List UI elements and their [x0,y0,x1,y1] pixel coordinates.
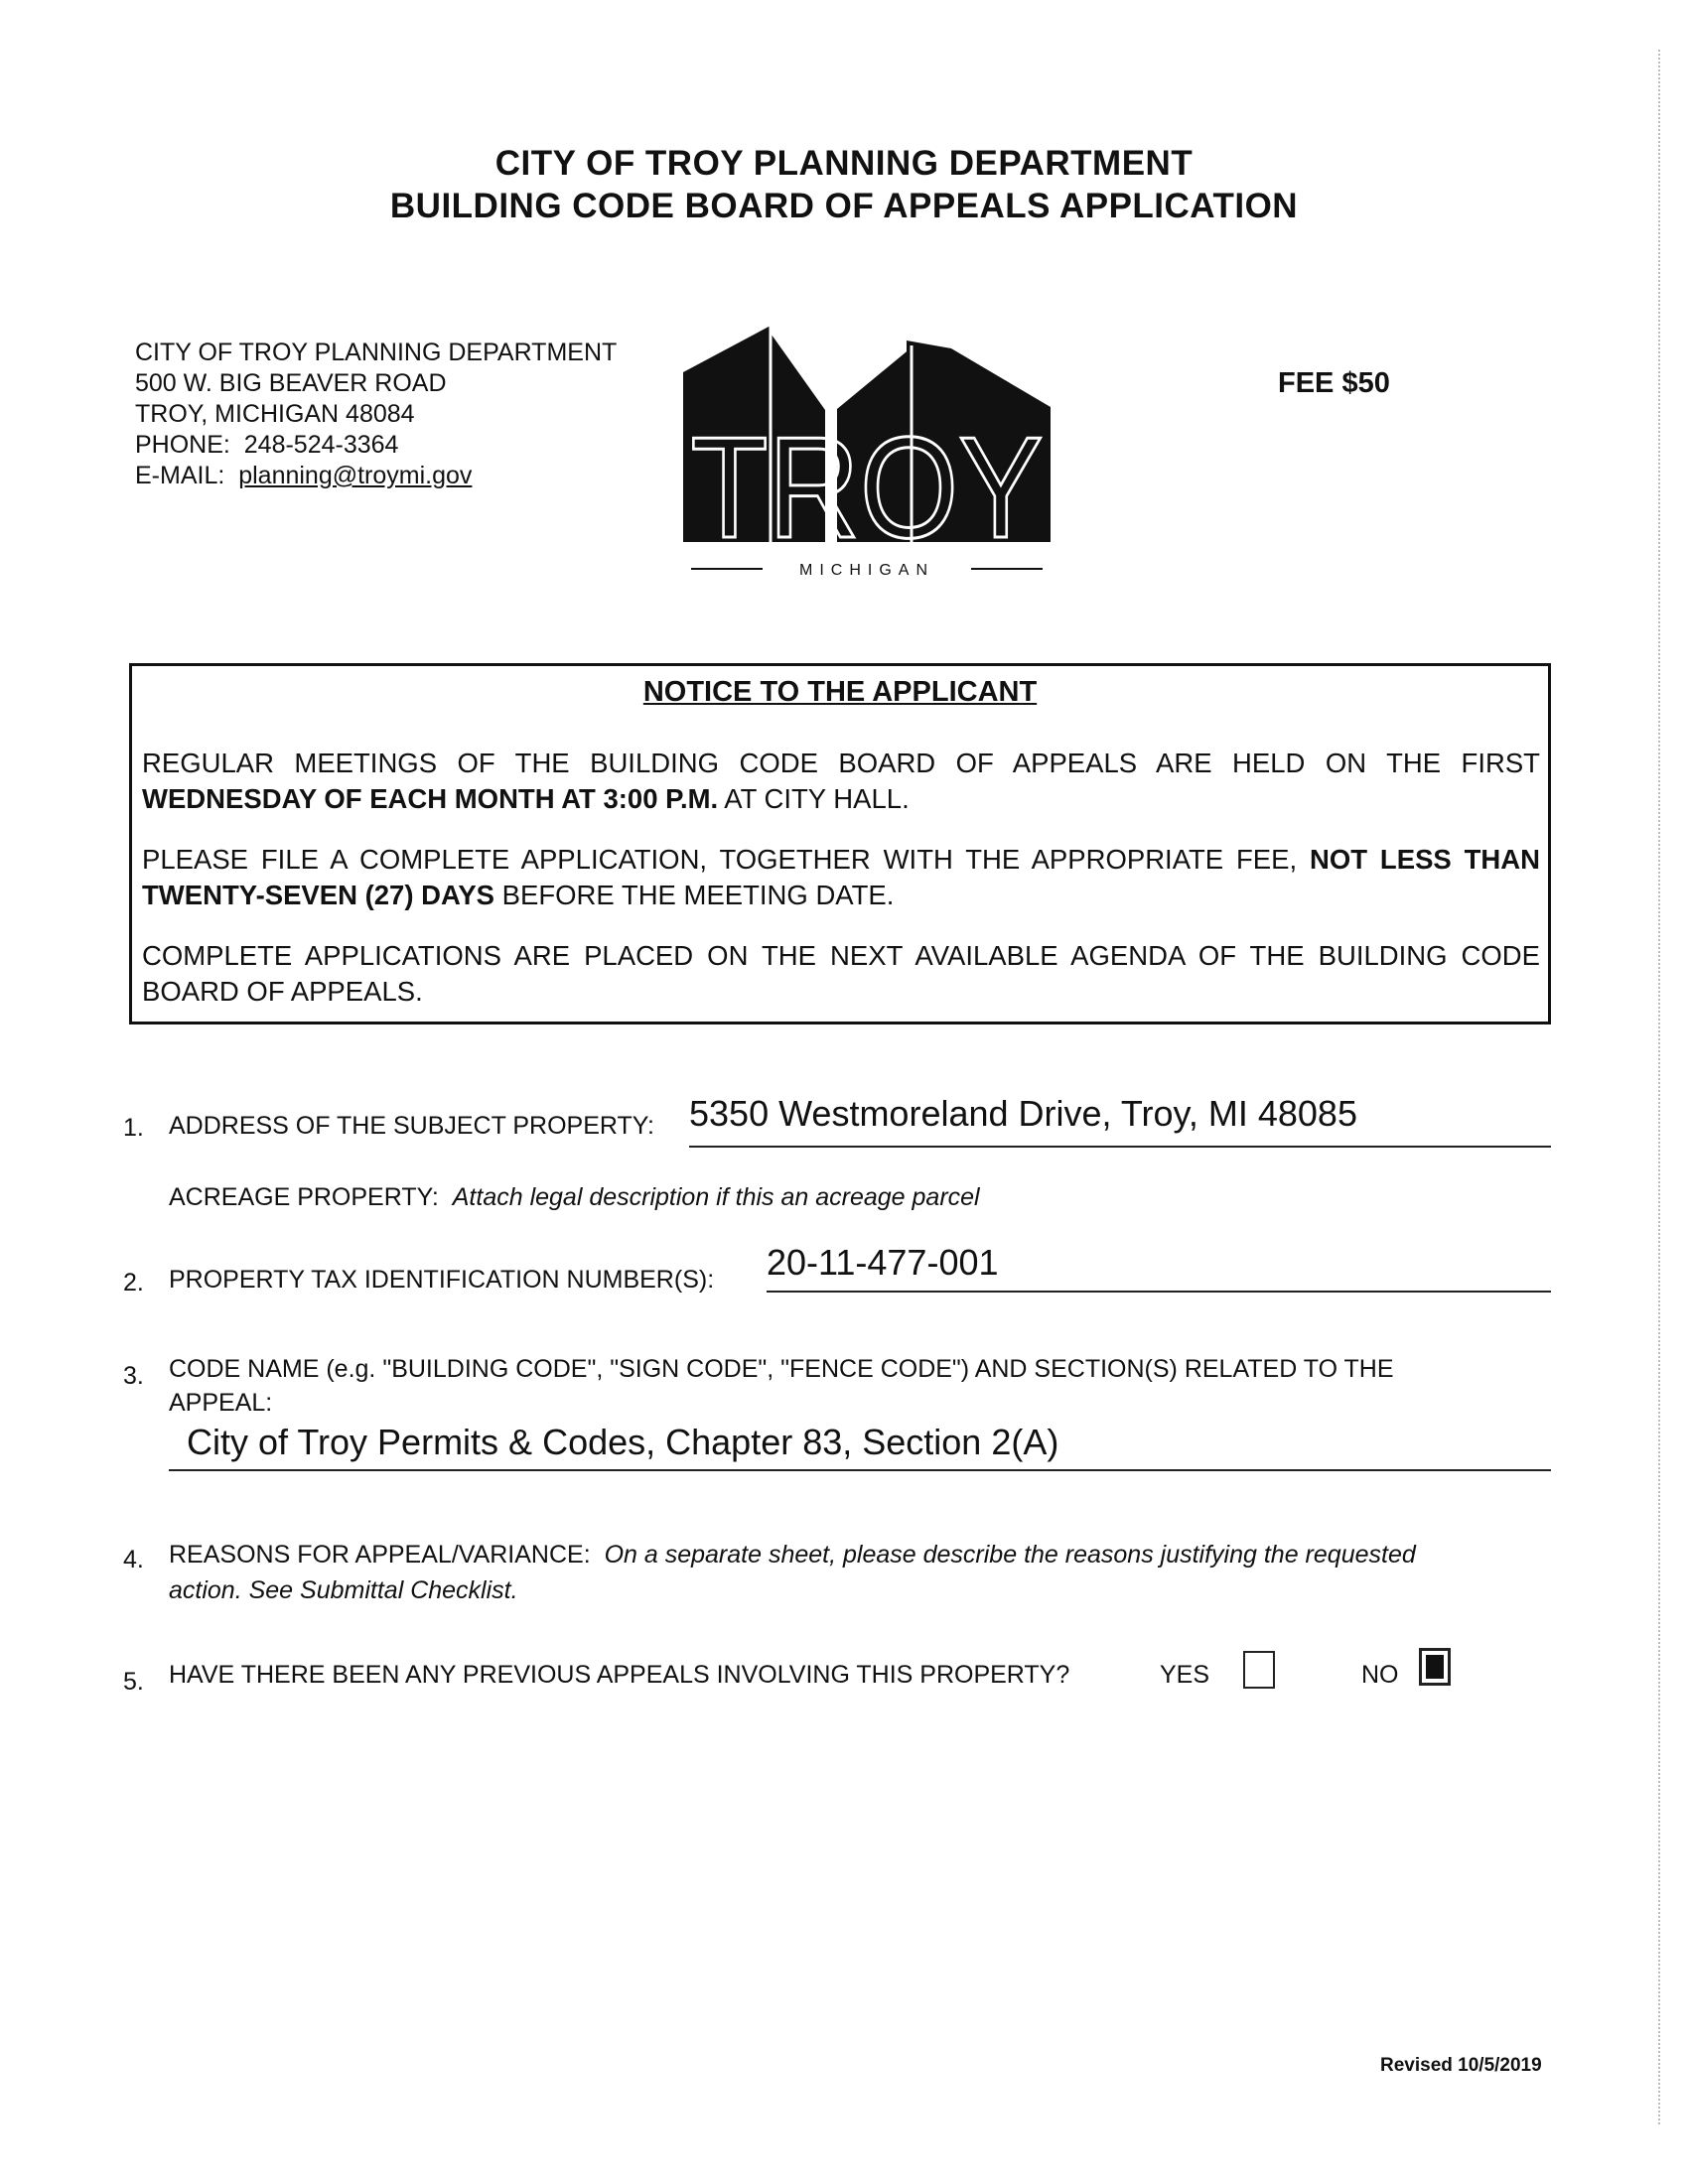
q5-label: HAVE THERE BEEN ANY PREVIOUS APPEALS INVOLVING THIS PROPERTY? [169,1661,1070,1689]
notice-paragraph-1 [142,746,1540,817]
notice-paragraph-3: COMPLETE APPLICATIONS ARE PLACED ON THE NEXT AVAILABLE AGENDA OF THE BUILDING CODE BOARD OF APPEALS. [142,940,1540,1007]
yes-checkbox[interactable] [1243,1651,1275,1689]
q3-number: 3. [123,1362,144,1390]
contact-block [135,338,617,491]
contact-dept: CITY OF TROY PLANNING DEPARTMENT [135,339,618,366]
acreage-label: ACREAGE PROPERTY: [169,1183,439,1211]
notice-title: NOTICE TO THE APPLICANT [642,676,1038,708]
q4-note-line2: action. See Submittal Checklist. [169,1576,518,1604]
q3-label: CODE NAME (e.g. "BUILDING CODE", "SIGN CODE", "FENCE CODE") AND SECTION(S) RELATED TO THE [169,1355,1394,1383]
notice-p1-end: AT CITY HALL. [718,783,910,814]
fee-label: FEE $50 [1278,367,1390,399]
q3-label-line2: APPEAL: [169,1389,273,1417]
notice-p1-bold: WEDNESDAY OF EACH MONTH AT 3:00 P.M. [142,783,719,814]
notice-p1-text: REGULAR MEETINGS OF THE BUILDING CODE BOARD OF APPEALS ARE HELD ON THE FIRST [142,748,1540,778]
logo-word: TROY [690,407,1044,568]
logo-subtitle: MICHIGAN [799,562,934,579]
page-edge [1658,50,1660,2124]
page-title-line2: BUILDING CODE BOARD OF APPEALS APPLICATION [389,187,1299,225]
q2-number: 2. [123,1269,144,1297]
q1-number: 1. [123,1114,144,1142]
acreage-note: Attach legal description if this an acreage parcel [452,1183,980,1211]
acreage-row [169,1183,980,1212]
notice-p2-bold: NOT LESS THAN TWENTY-SEVEN (27) DAYS [142,844,1541,910]
q4-row [169,1541,1416,1570]
notice-p2-end: BEFORE THE MEETING DATE. [494,880,895,910]
address-field[interactable]: 5350 Westmoreland Drive, Troy, MI 48085 [689,1088,1551,1148]
q5-number: 5. [123,1668,144,1696]
q4-note: On a separate sheet, please describe the reasons justifying the requested [604,1541,1416,1569]
email-label: E-MAIL: [135,462,225,489]
no-label: NO [1361,1661,1399,1689]
q1-label: ADDRESS OF THE SUBJECT PROPERTY: [169,1112,655,1140]
contact-street: 500 W. BIG BEAVER ROAD [135,369,447,397]
notice-paragraph-2 [142,842,1540,913]
q4-label: REASONS FOR APPEAL/VARIANCE: [169,1541,591,1569]
contact-phone-row [135,430,617,461]
contact-city: TROY, MICHIGAN 48084 [135,400,415,428]
phone-value: 248-524-3364 [243,431,399,459]
tax-id-field[interactable]: 20-11-477-001 [767,1241,1551,1293]
no-checkbox[interactable] [1419,1648,1451,1686]
yes-label: YES [1160,1661,1210,1689]
notice-box [129,663,1551,1024]
phone-label: PHONE: [135,431,230,459]
revised-date: Revised 10/5/2019 [1380,2055,1542,2076]
page-title-line1: CITY OF TROY PLANNING DEPARTMENT [494,144,1194,183]
notice-p2-text: PLEASE FILE A COMPLETE APPLICATION, TOGETHER WITH THE APPROPRIATE FEE, [142,844,1311,875]
contact-email-row [135,461,617,491]
q2-label: PROPERTY TAX IDENTIFICATION NUMBER(S): [169,1266,715,1294]
q4-number: 4. [123,1546,144,1573]
email-link[interactable]: planning@troymi.gov [238,462,473,489]
code-name-field[interactable]: City of Troy Permits & Codes, Chapter 83, Section 2(A) [169,1418,1551,1471]
troy-logo [683,326,1051,584]
